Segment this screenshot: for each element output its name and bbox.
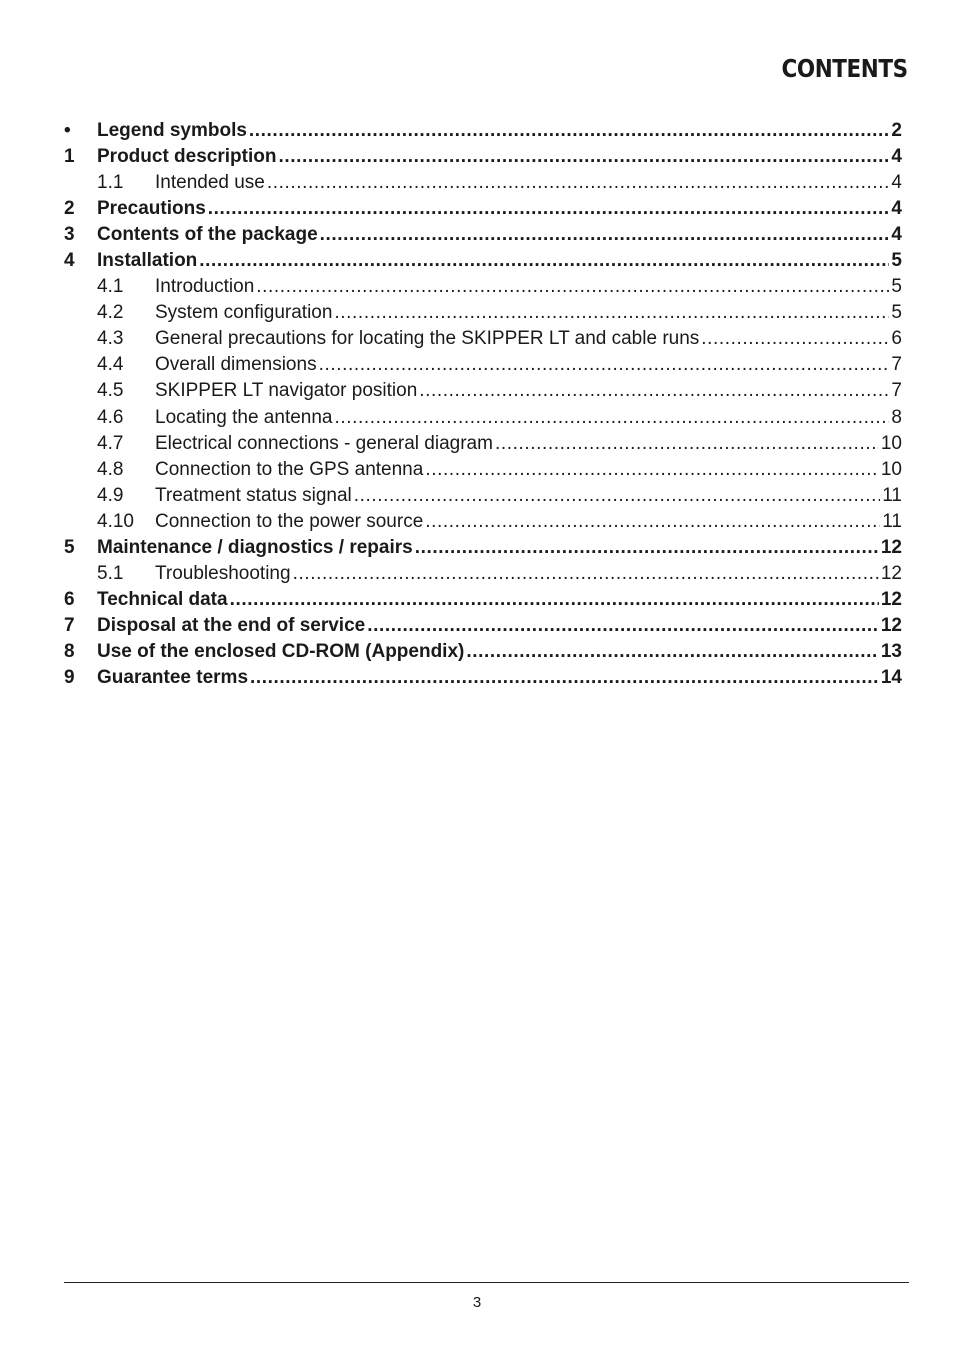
toc-entry[interactable]: [64, 459, 902, 485]
toc-entry-number: 7: [64, 614, 75, 636]
toc-entry-page: 13: [880, 640, 902, 662]
toc-entry-number: •: [64, 120, 71, 141]
toc-entry[interactable]: [64, 589, 902, 615]
dot-leader: [335, 407, 890, 429]
toc-entry-page: 12: [880, 536, 902, 558]
dot-leader: [278, 146, 889, 168]
dot-leader: [425, 511, 880, 533]
toc-entry-number: 4: [64, 250, 75, 272]
toc-entry[interactable]: [64, 146, 902, 172]
toc-entry-number: 5: [64, 536, 75, 558]
toc-entry-title: System configuration: [155, 302, 333, 324]
toc-entry-title: Maintenance / diagnostics / repairs: [97, 536, 413, 558]
toc-entry-title: General precautions for locating the SKIPPER LT and cable runs: [155, 328, 700, 350]
toc-entry-number: 1: [64, 146, 75, 168]
toc-entry-page: 8: [891, 406, 902, 428]
toc-entry-number: 4.9: [97, 484, 124, 506]
toc-entry-page: 7: [891, 380, 902, 402]
dot-leader: [249, 120, 890, 142]
toc-entry[interactable]: [64, 198, 902, 224]
toc-entry-number: 4.8: [97, 458, 124, 480]
toc-entry-page: 4: [891, 198, 902, 220]
toc-entry-number: 9: [64, 666, 75, 688]
table-of-contents: [64, 120, 902, 693]
toc-entry-title: Guarantee terms: [97, 666, 249, 688]
page-number: 3: [472, 1294, 482, 1311]
toc-entry-number: 4.2: [97, 302, 124, 324]
toc-entry-number: 2: [64, 198, 75, 220]
toc-entry-number: 4.7: [97, 432, 124, 454]
toc-entry-page: 12: [880, 588, 902, 610]
toc-entry[interactable]: [64, 302, 902, 328]
toc-entry[interactable]: [64, 328, 902, 354]
toc-entry-title: Connection to the GPS antenna: [155, 458, 424, 480]
toc-entry-title: Troubleshooting: [155, 562, 291, 584]
toc-entry[interactable]: [64, 276, 902, 302]
toc-entry-title: Installation: [97, 250, 198, 272]
toc-entry-title: Connection to the power source: [155, 510, 424, 532]
toc-entry-title: Technical data: [97, 588, 228, 610]
toc-entry[interactable]: [64, 433, 902, 459]
toc-entry-page: 14: [880, 666, 902, 688]
dot-leader: [466, 641, 879, 663]
toc-entry-title: Use of the enclosed CD-ROM (Appendix): [97, 640, 465, 662]
toc-entry-title: Intended use: [155, 172, 265, 194]
toc-entry-page: 11: [882, 510, 902, 532]
toc-entry-page: 12: [880, 562, 902, 584]
toc-entry-number: 4.3: [97, 328, 124, 350]
toc-entry[interactable]: [64, 667, 902, 693]
dot-leader: [425, 459, 879, 481]
toc-entry[interactable]: [64, 641, 902, 667]
toc-entry-page: 5: [891, 250, 902, 272]
dot-leader: [367, 615, 879, 637]
toc-entry-page: 2: [891, 120, 902, 141]
toc-entry-title: Treatment status signal: [155, 484, 352, 506]
toc-entry[interactable]: [64, 615, 902, 641]
dot-leader: [334, 302, 889, 324]
footer-divider: [64, 1282, 909, 1283]
dot-leader: [230, 589, 879, 611]
toc-entry[interactable]: [64, 250, 902, 276]
toc-entry-page: 10: [880, 458, 902, 480]
dot-leader: [267, 172, 890, 194]
toc-entry-number: 1.1: [97, 172, 124, 194]
toc-entry[interactable]: [64, 224, 902, 250]
toc-entry[interactable]: [64, 354, 902, 380]
toc-entry-number: 5.1: [97, 562, 124, 584]
page-title: CONTENTS: [781, 54, 908, 83]
toc-entry-number: 4.10: [97, 510, 134, 532]
toc-entry-page: 4: [891, 224, 902, 246]
dot-leader: [293, 563, 879, 585]
toc-entry-number: 6: [64, 588, 75, 610]
dot-leader: [250, 667, 879, 689]
toc-entry-number: 4.6: [97, 406, 124, 428]
dot-leader: [419, 380, 889, 402]
toc-entry-title: Contents of the package: [97, 224, 318, 246]
toc-entry[interactable]: [64, 563, 902, 589]
toc-entry-page: 12: [880, 614, 902, 636]
toc-entry-title: Disposal at the end of service: [97, 614, 366, 636]
dot-leader: [415, 537, 879, 559]
toc-entry-number: 4.4: [97, 354, 124, 376]
toc-entry-number: 3: [64, 224, 75, 246]
toc-entry-title: Electrical connections - general diagram: [155, 432, 493, 454]
dot-leader: [354, 485, 880, 507]
toc-entry[interactable]: [64, 380, 902, 406]
dot-leader: [701, 328, 889, 350]
toc-entry-page: 11: [882, 484, 902, 506]
dot-leader: [320, 224, 890, 246]
toc-entry-number: 8: [64, 640, 75, 662]
toc-entry-page: 4: [891, 146, 902, 168]
dot-leader: [199, 250, 889, 272]
toc-entry-title: Locating the antenna: [155, 406, 333, 428]
dot-leader: [495, 433, 879, 455]
toc-entry-title: Legend symbols: [97, 120, 247, 141]
toc-entry[interactable]: [64, 511, 902, 537]
toc-entry-title: Product description: [97, 146, 277, 168]
toc-entry-page: 7: [891, 354, 902, 376]
toc-entry[interactable]: [64, 537, 902, 563]
toc-entry[interactable]: [64, 120, 902, 146]
dot-leader: [208, 198, 890, 220]
dot-leader: [319, 354, 890, 376]
toc-entry-number: 4.1: [97, 276, 124, 298]
toc-entry[interactable]: [64, 485, 902, 511]
toc-entry-title: Precautions: [97, 198, 206, 220]
toc-entry-page: 5: [891, 302, 902, 324]
toc-entry-page: 6: [891, 328, 902, 350]
toc-entry-page: 4: [891, 172, 902, 194]
toc-entry[interactable]: [64, 172, 902, 198]
dot-leader: [256, 276, 889, 298]
toc-entry-number: 4.5: [97, 380, 124, 402]
toc-entry-title: Introduction: [155, 276, 255, 298]
toc-entry[interactable]: [64, 407, 902, 433]
toc-entry-title: Overall dimensions: [155, 354, 317, 376]
toc-entry-page: 10: [880, 432, 902, 454]
toc-entry-page: 5: [891, 276, 902, 298]
toc-entry-title: SKIPPER LT navigator position: [155, 380, 418, 402]
